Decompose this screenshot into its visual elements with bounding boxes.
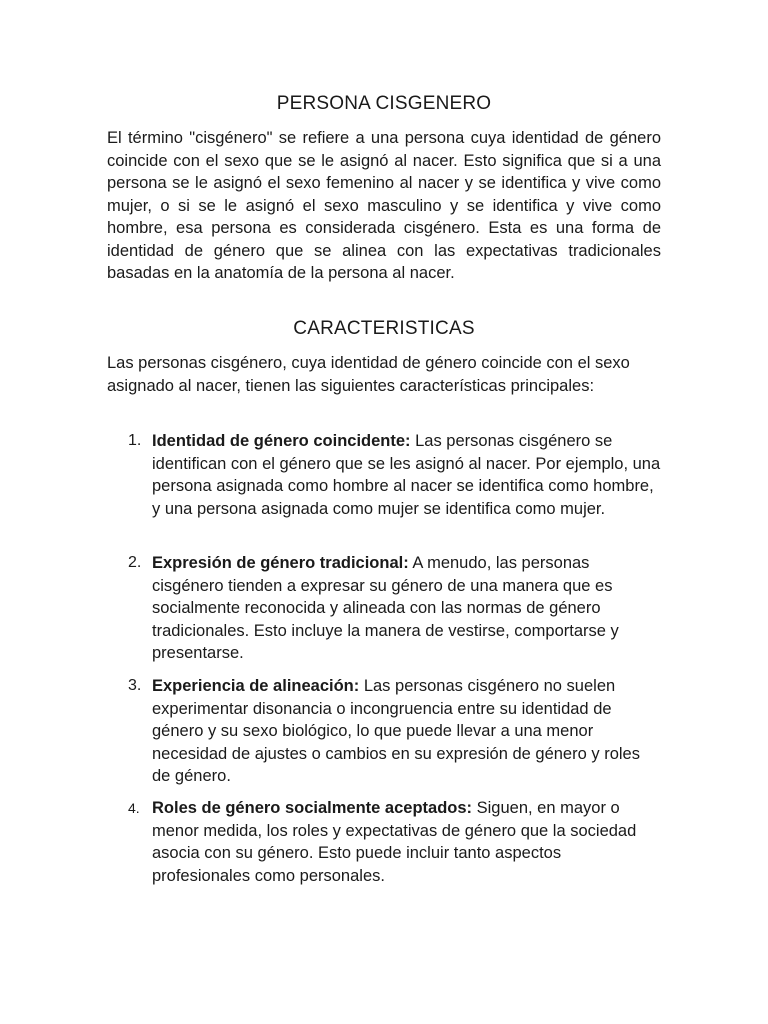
list-item-text [152,552,662,665]
list-item-text [152,797,662,887]
list-item-body: Las personas cisgénero no suelen experimentar disonancia o incongruencia entre su identidad de género y su sexo biológico, lo que puede llevar a una menor necesidad de ajustes o cambios en su expresión de género y roles de género. [152,677,640,785]
list-item-number: 2. [128,554,142,571]
list-item-body: Las personas cisgénero se identifican con el género que se les asignó al nacer. Por ejemplo, una persona asignada como hombre al nacer se identifica como hombre, y una persona asignada como mujer se identifica como mujer. [152,432,661,518]
document-title: PERSONA CISGENERO [276,93,492,114]
list-item-number: 4. [128,800,140,816]
list-item-heading: Experiencia de alineación: [152,677,360,695]
list-item-heading: Expresión de género tradicional: [152,554,409,572]
lead-paragraph: Las personas cisgénero, cuya identidad de género coincide con el sexo asignado al nacer, tienen las siguientes características principales: [107,354,630,395]
list-item-number: 3. [128,677,142,694]
list-item-number: 1. [128,432,142,449]
list-item-body: Siguen, en mayor o menor medida, los roles y expectativas de género que la sociedad asocia con su género. Esto puede incluir tanto aspectos profesionales como personales. [152,799,637,885]
list-item-heading: Identidad de género coincidente: [152,432,411,450]
list-item-body: A menudo, las personas cisgénero tienden a expresar su género de una manera que es socialmente reconocida y alineada con las normas de género tradicionales. Esto incluye la manera de vestirse, comportarse y presentarse. [152,554,619,662]
list-item-heading: Roles de género socialmente aceptados: [152,799,473,817]
section-title: CARACTERISTICAS [293,318,475,339]
intro-paragraph: El término "cisgénero" se refiere a una persona cuya identidad de género coincide con el sexo que se le asignó al nacer. Esto significa que si a una persona se le asignó el sexo femenino al nacer y se identifica y vive como mujer, o si se le asignó el sexo masculino y se identifica y vive como hombre, esa persona es considerada cisgénero. Esta es una forma de identidad de género que se alinea con las expectativas tradicionales basadas en la anatomía de la persona al nacer. [107,129,661,282]
list-item-text [152,675,662,788]
list-item-text [152,430,662,520]
